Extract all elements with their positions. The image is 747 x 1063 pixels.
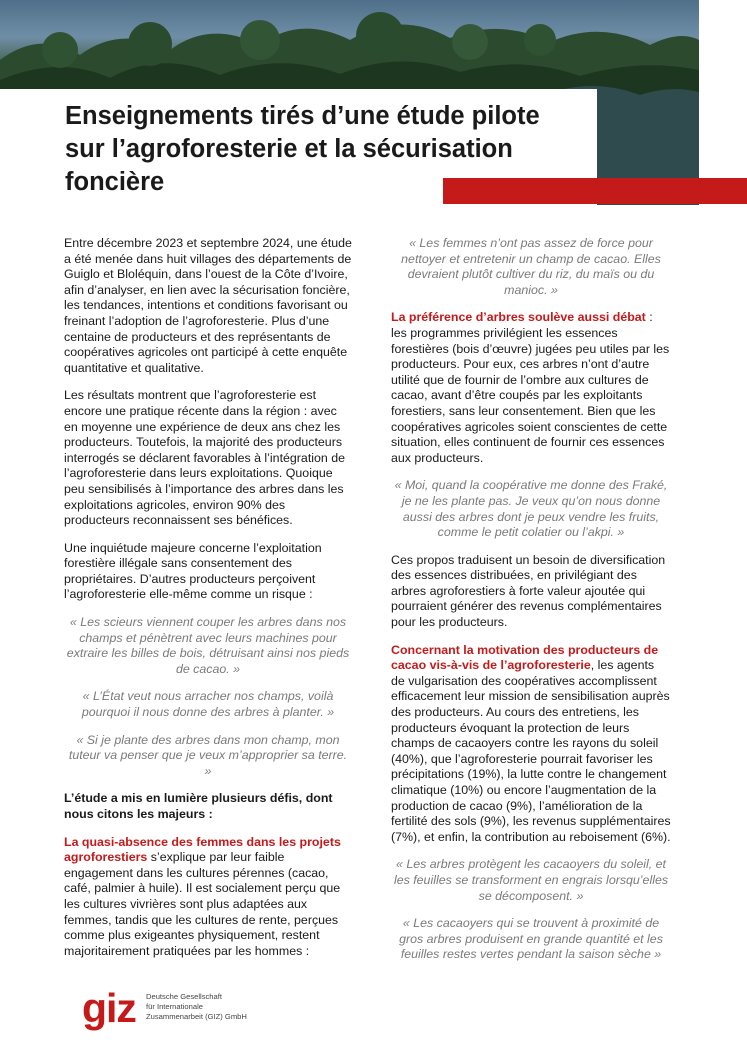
quote-protect: « Les arbres protègent les cacaoyers du soleil, et les feuilles se transforment en engrais lorsqu’elles se décomposent. » (393, 857, 669, 903)
preference-paragraph (391, 310, 671, 466)
women-paragraph (64, 835, 352, 960)
intro-paragraph: Entre décembre 2023 et septembre 2024, une étude a été menée dans huit villages des départements de Guiglo et Bloléquin, dans l’ouest de la Côte d’Ivoire, afin d’analyser, en lien avec la sécurisation foncière, les tendances, intentions et conditions favorisant ou freinant l’adoption de l’agroforesterie. Plus d’une centaine de producteurs et des représentants de coopératives agricoles ont participé à cette enquête quantitative et qualitative. (64, 236, 352, 375)
org-name (146, 992, 286, 1022)
giz-logo: giz (82, 985, 136, 1031)
quote-big-trees: « Les cacaoyers qui se trouvent à proximité de gros arbres produisent en grande quantité et les feuilles restes vertes pendant la saison sèche » (399, 916, 663, 962)
page-title: Enseignements tirés d’une étude pilote sur l’agroforesterie et la sécurisation foncière (65, 102, 540, 196)
challenges-intro: L’étude a mis en lumière plusieurs défis, dont nous citons les majeurs : (64, 791, 333, 821)
quote-sawyers: « Les scieurs viennent couper les arbres dans nos champs et pénètrent avec leurs machines pour extraire les billes de bois, détruisant ainsi nos pieds de cacao. » (66, 615, 350, 676)
org-line-3: Zusammenarbeit (GIZ) GmbH (146, 1012, 247, 1021)
right-column (391, 236, 671, 975)
motivation-text: , les agents de vulgarisation des coopératives accomplissent efficacement leur mission de sensibilisation auprès des producteurs. Au cours des entretiens, les producteurs évoquant la protection de leurs champs de cacaoyers contre les rayons du soleil (40%), que l’agroforesterie pourrait favoriser les précipitations (19%), la lutte contre le changement climatique (10%) ou encore l’augmentation de la production de cacao (9%), l’amélioration de la fertilité des sols (9%), les revenus supplémentaires (7%), et enfin, la contribution au reboisement (6%). (391, 658, 671, 844)
quote-state: « L’État veut nous arracher nos champs, voilà pourquoi il nous donne des arbres à planter. » (81, 689, 335, 720)
motivation-heading: Concernant la motivation des producteurs de cacao vis-à-vis de l’agroforesterie (391, 642, 659, 673)
quote-frake: « Moi, quand la coopérative me donne des Fraké, je ne les plante pas. Je veux qu’on nous donne aussi des arbres dont je peux vendre les fruits, comme le petit colatier ou l’akpi. » (394, 478, 668, 540)
concern-paragraph: Une inquiétude majeure concerne l’exploitation forestière illégale sans consentement des propriétaires. D’autres producteurs perçoivent l’agroforesterie elle-même comme un risque : (64, 540, 322, 602)
motivation-paragraph (391, 643, 671, 846)
women-text: s’explique par leur faible engagement dans les cultures pérennes (cacao, café, palmier à huile). Il est socialement perçu que les cultures vivrières sont plus adaptées aux femmes, tandis que les cultures de rente, perçues comme plus exigeantes physiquement, restent majoritairement pratiquées par les hommes : (64, 850, 341, 958)
accent-bar (443, 178, 747, 204)
preference-heading: La préférence d’arbres soulève aussi débat (391, 310, 646, 325)
diversification-paragraph: Ces propos traduisent un besoin de diversification des essences distribuées, en privilégiant des arbres agroforestiers à forte valeur ajoutée qui pourraient générer des revenus complémentaires pour les producteurs. (391, 552, 666, 630)
preference-text: : les programmes privilégient les essences forestières (bois d’œuvre) jugées peu utiles par les producteurs. Pour eux, ces arbres n’ont d’autre utilité que de fournir de l’ombre aux cultures de cacao, avant d’être coupés par les exploitants forestiers, sans leur consentement. Bien que les coopératives agricoles soient conscientes de cette situation, elles continuent de fournir ces essences aux producteurs. (391, 310, 670, 465)
results-paragraph: Les résultats montrent que l’agroforesterie est encore une pratique récente dans la région : avec en moyenne une expérience de deux ans chez les producteurs. Toutefois, la majorité des producteurs interrogés se déclarent favorables à l’intégration de l’agroforesterie dans leurs exploitations. Quoique peu sensibilisés à l’importance des arbres dans les exploitations agricoles, environ 90% des producteurs reconnaissent ses bénéfices. (64, 388, 346, 528)
quote-women: « Les femmes n’ont pas assez de force pour nettoyer et entretenir un champ de cacao. Elles devraient plutôt cultiver du riz, du maïs ou du manioc. » (401, 236, 661, 297)
org-line-1: Deutsche Gesellschaft (146, 992, 222, 1001)
left-column (64, 236, 352, 971)
quote-tutor: « Si je plante des arbres dans mon champ, mon tuteur va penser que je veux m’approprier sa terre. » (68, 732, 348, 778)
women-heading: La quasi-absence des femmes dans les projets agroforestiers (64, 834, 341, 865)
org-line-2: für Internationale (146, 1002, 203, 1011)
